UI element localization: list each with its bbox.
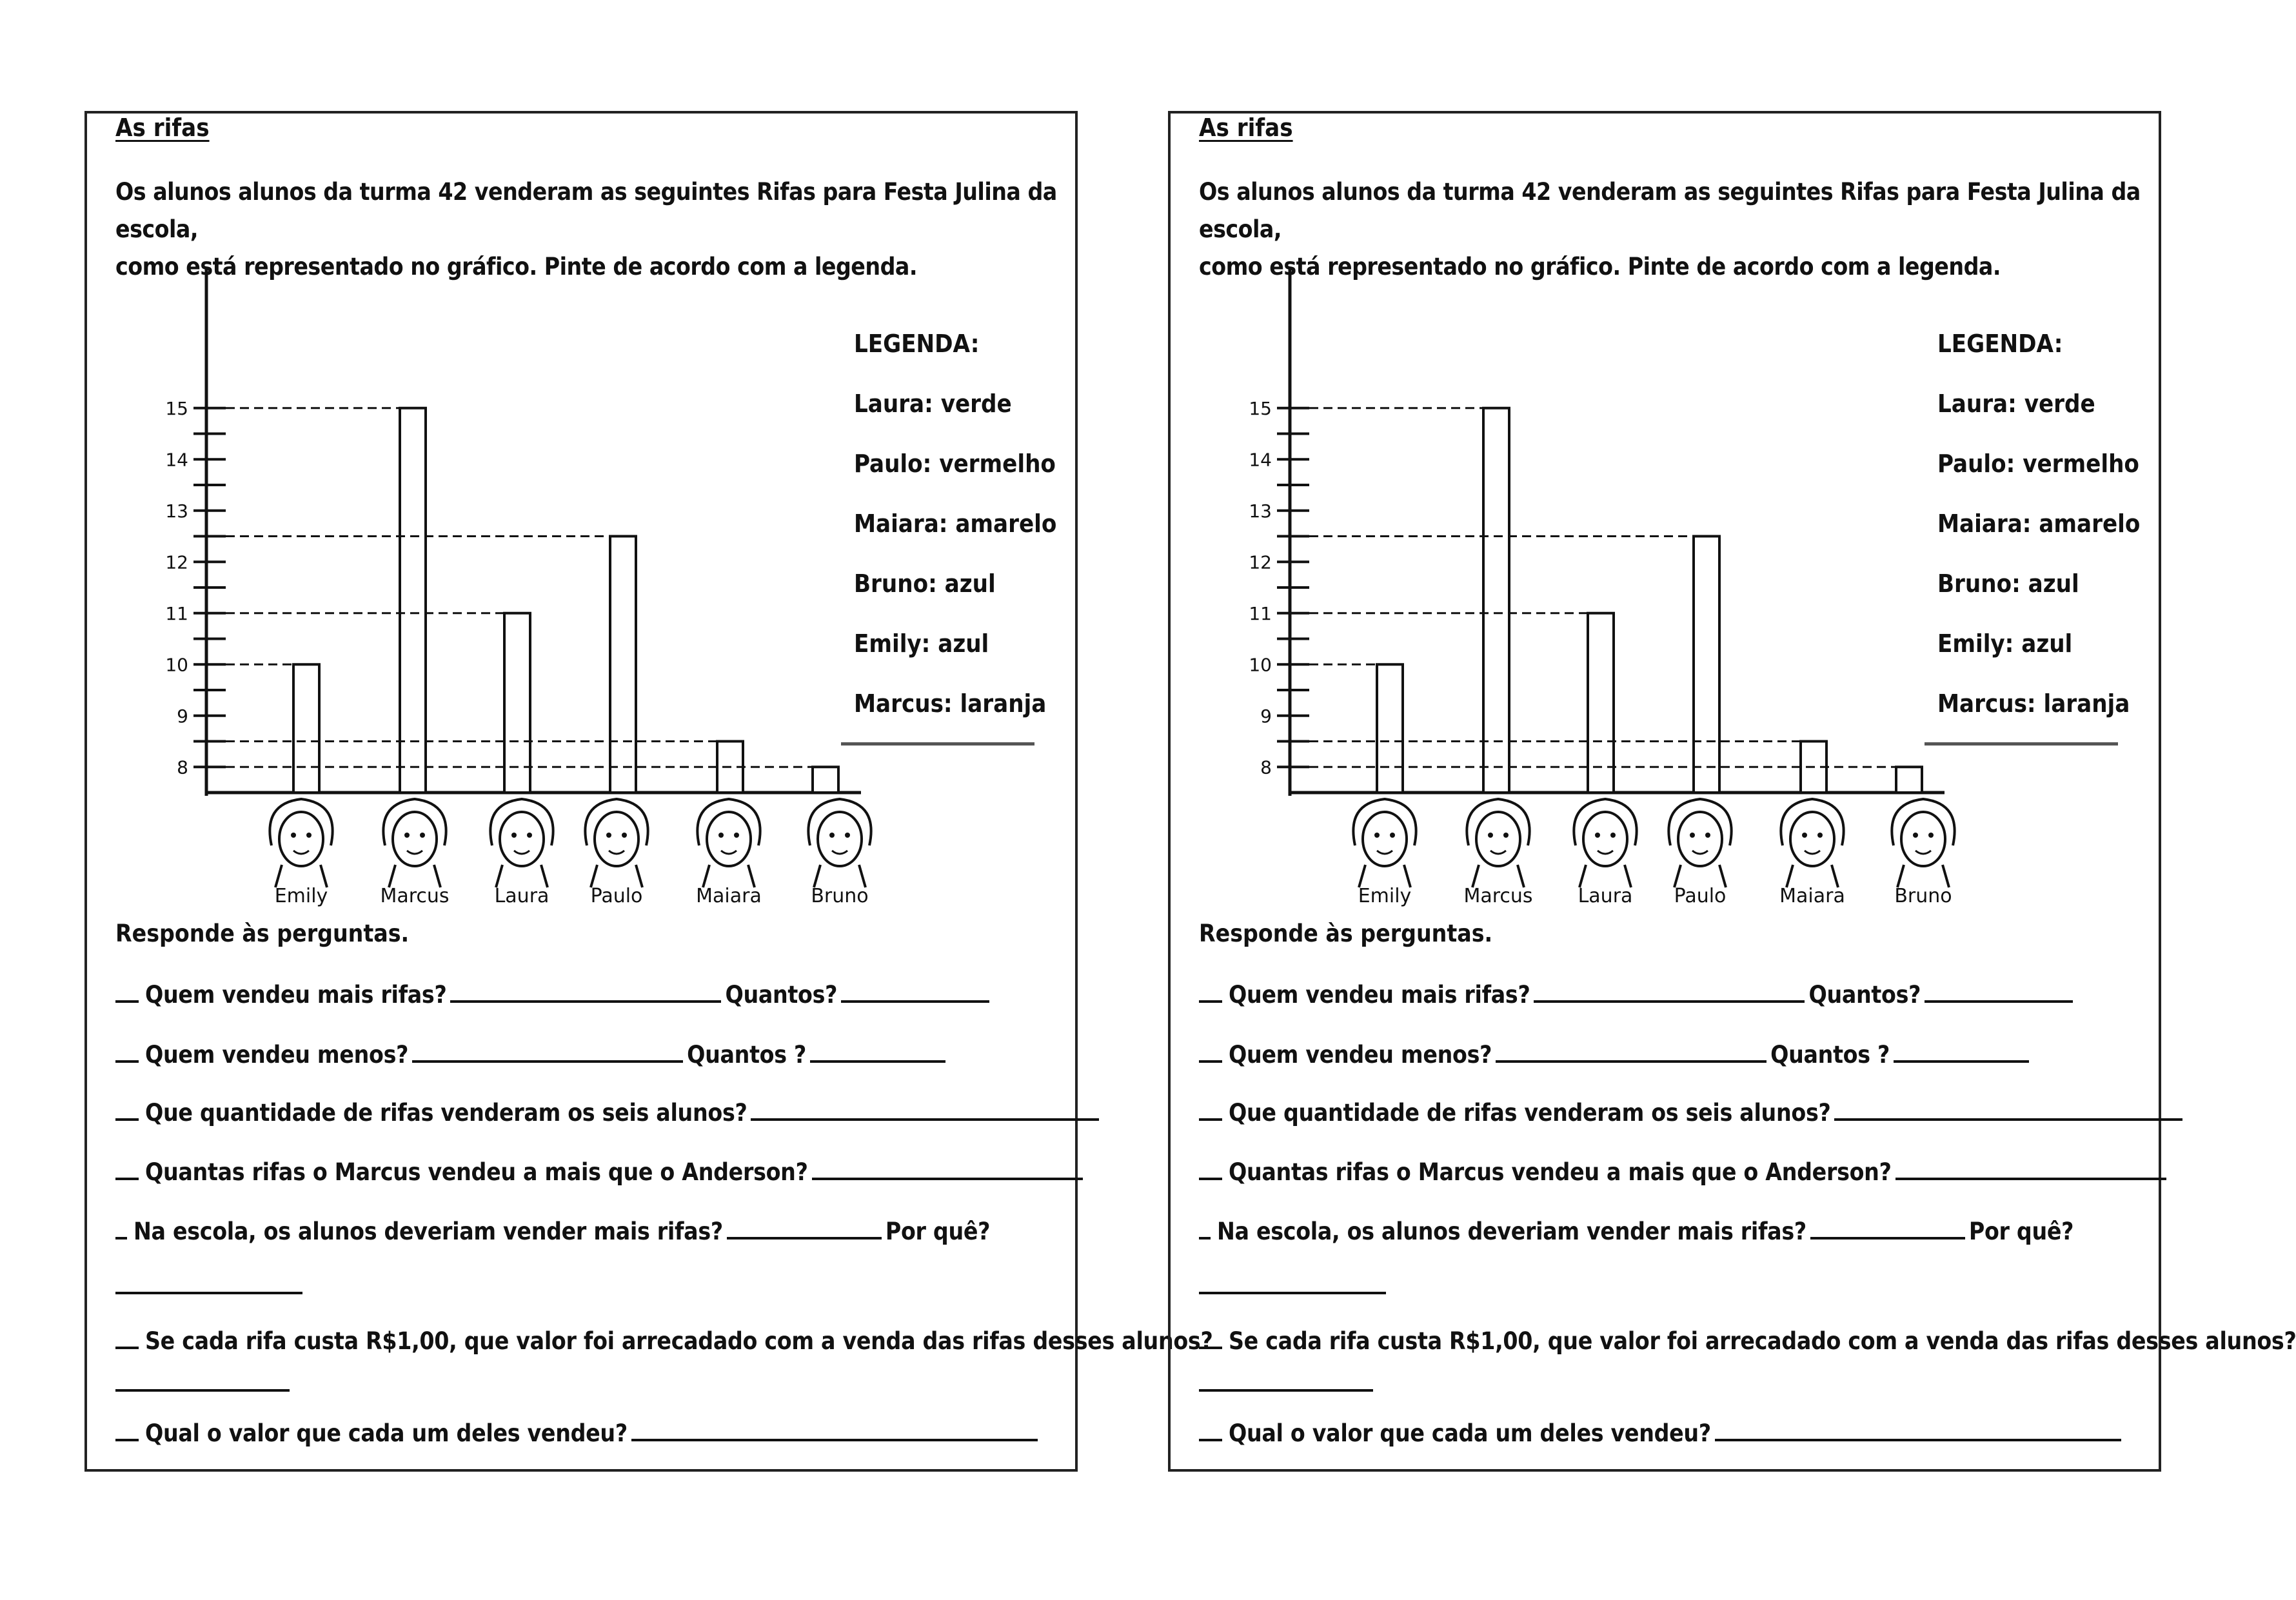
answer-line[interactable] (810, 1041, 945, 1063)
legend-title: LEGENDA: (854, 330, 980, 358)
answer-line[interactable] (812, 1158, 1083, 1180)
legend-item-emily: Emily: azul (1937, 629, 2073, 658)
legend (854, 330, 1056, 749)
bruno-face-icon (808, 799, 871, 887)
y-tick-label: 15 (1249, 397, 1272, 419)
y-tick-label: 9 (177, 705, 188, 727)
question-1-text: Quem vendeu mais rifas? (1229, 981, 1530, 1009)
question-6 (1199, 1327, 2296, 1355)
legend-item-marcus: Marcus: laranja (854, 689, 1047, 718)
bar-laura (1588, 613, 1614, 793)
question-3 (115, 1099, 1103, 1127)
answer-box[interactable] (1199, 1041, 1222, 1063)
legend-item-emily: Emily: azul (854, 629, 989, 658)
raffle-bar-chart (113, 259, 869, 907)
question-4-text: Quantas rifas o Marcus vendeu a mais que o Anderson? (1229, 1158, 1892, 1186)
bar-paulo (1694, 537, 1719, 793)
laura-face-icon (1574, 799, 1636, 887)
emily-face-icon (270, 799, 332, 887)
bar-emily (1377, 664, 1403, 793)
question-3-text: Que quantidade de rifas venderam os seis alunos? (145, 1099, 747, 1127)
answer-line[interactable] (1810, 1218, 1965, 1240)
y-tick-label: 14 (165, 449, 188, 471)
question-7-text: Qual o valor que cada um deles vendeu? (1229, 1419, 1711, 1447)
legend-divider (1925, 742, 2118, 746)
answer-box[interactable] (115, 1218, 127, 1240)
questions-heading: Responde às perguntas. (1199, 920, 1493, 947)
answer-line[interactable] (751, 1099, 1099, 1121)
answer-box[interactable] (115, 1327, 139, 1349)
maiara-face-icon (697, 799, 760, 887)
y-tick-label: 10 (165, 654, 188, 676)
x-label-bruno: Bruno (1894, 885, 1952, 907)
legend-item-bruno: Bruno: azul (1937, 569, 2079, 598)
answer-line[interactable] (1715, 1419, 2121, 1441)
question-5-why-text: Por quê? (1968, 1218, 2074, 1245)
y-tick-label: 11 (1249, 602, 1272, 624)
answer-line[interactable] (412, 1041, 683, 1063)
marcus-face-icon (383, 799, 446, 887)
question-4 (1199, 1158, 2170, 1186)
question-6 (115, 1327, 1212, 1355)
answer-line[interactable] (115, 1292, 302, 1294)
answer-line[interactable] (450, 981, 721, 1003)
x-label-emily: Emily (1358, 885, 1412, 907)
question-4-text: Quantas rifas o Marcus vendeu a mais que o Anderson? (145, 1158, 808, 1186)
legend-title: LEGENDA: (1937, 330, 2063, 358)
answer-box[interactable] (1199, 1099, 1222, 1121)
x-label-maiara: Maiara (1779, 885, 1845, 907)
answer-line[interactable] (115, 1389, 290, 1392)
question-5-text: Na escola, os alunos deveriam vender mais rifas? (1217, 1218, 1806, 1245)
maiara-face-icon (1781, 799, 1843, 887)
y-tick-label: 14 (1249, 449, 1272, 471)
answer-box[interactable] (1199, 1327, 1222, 1349)
legend-item-laura: Laura: verde (1937, 390, 2095, 418)
worksheet-title: As rifas (1199, 114, 1293, 142)
x-label-marcus: Marcus (1463, 885, 1533, 907)
answer-box[interactable] (115, 1041, 139, 1063)
question-2-text: Quem vendeu menos? (145, 1041, 409, 1069)
legend-item-maiara: Maiara: amarelo (854, 509, 1057, 538)
answer-line[interactable] (1199, 1389, 1373, 1392)
answer-box[interactable] (1199, 1419, 1222, 1441)
legend-item-marcus: Marcus: laranja (1937, 689, 2130, 718)
laura-face-icon (490, 799, 553, 887)
question-1-count-text: Quantos? (725, 981, 838, 1009)
y-tick-label: 13 (1249, 500, 1272, 522)
y-tick-label: 11 (165, 602, 188, 624)
marcus-face-icon (1467, 799, 1529, 887)
question-4 (115, 1158, 1087, 1186)
y-tick-label: 12 (1249, 551, 1272, 573)
questions-heading: Responde às perguntas. (115, 920, 410, 947)
answer-line[interactable] (1895, 1158, 2166, 1180)
bar-bruno (813, 767, 838, 793)
legend-divider (841, 742, 1034, 746)
question-5 (115, 1218, 990, 1245)
legend (1937, 330, 2140, 749)
answer-line[interactable] (1534, 981, 1805, 1003)
x-label-marcus: Marcus (380, 885, 450, 907)
question-5-why-text: Por quê? (885, 1218, 991, 1245)
bar-laura (504, 613, 530, 793)
question-6-text: Se cada rifa custa R$1,00, que valor foi arrecadado com a venda das rifas desses alunos? (1229, 1327, 2296, 1355)
question-7-text: Qual o valor que cada um deles vendeu? (145, 1419, 628, 1447)
answer-box[interactable] (1199, 981, 1222, 1003)
x-label-laura: Laura (1578, 885, 1633, 907)
question-1-text: Quem vendeu mais rifas? (145, 981, 447, 1009)
intro-line-2: como está representado no gráfico. Pinte de acordo com a legenda. (115, 253, 918, 281)
x-label-bruno: Bruno (811, 885, 869, 907)
answer-line[interactable] (1834, 1099, 2182, 1121)
emily-face-icon (1353, 799, 1416, 887)
question-7 (115, 1419, 1042, 1447)
answer-line[interactable] (727, 1218, 882, 1240)
bar-paulo (610, 537, 636, 793)
intro-line-1: Os alunos alunos da turma 42 venderam as seguintes Rifas para Festa Julina da escola, (1199, 178, 2141, 243)
x-label-paulo: Paulo (590, 885, 643, 907)
question-1 (115, 981, 993, 1009)
question-5 (1199, 1218, 2073, 1245)
answer-line[interactable] (1894, 1041, 2029, 1063)
legend-item-paulo: Paulo: vermelho (1937, 449, 2139, 478)
y-tick-label: 12 (165, 551, 188, 573)
y-tick-label: 9 (1260, 705, 1272, 727)
answer-line[interactable] (1925, 981, 2073, 1003)
answer-box[interactable] (115, 1419, 139, 1441)
y-tick-label: 10 (1249, 654, 1272, 676)
y-tick-label: 13 (165, 500, 188, 522)
legend-item-laura: Laura: verde (854, 390, 1012, 418)
answer-line[interactable] (1199, 1292, 1386, 1294)
legend-item-paulo: Paulo: vermelho (854, 449, 1056, 478)
question-6-text: Se cada rifa custa R$1,00, que valor foi arrecadado com a venda das rifas desses alunos? (145, 1327, 1213, 1355)
question-2 (1199, 1041, 2033, 1069)
question-7 (1199, 1419, 2125, 1447)
raffle-bar-chart (1196, 259, 1952, 907)
y-tick-label: 8 (177, 756, 188, 778)
x-label-maiara: Maiara (696, 885, 762, 907)
x-label-emily: Emily (274, 885, 328, 907)
question-3 (1199, 1099, 2186, 1127)
bar-emily (293, 664, 319, 793)
question-3-text: Que quantidade de rifas venderam os seis alunos? (1229, 1099, 1831, 1127)
question-1 (1199, 981, 2077, 1009)
paulo-face-icon (1668, 799, 1731, 887)
answer-box[interactable] (115, 1158, 139, 1180)
answer-box[interactable] (1199, 1158, 1222, 1180)
x-label-paulo: Paulo (1674, 885, 1727, 907)
answer-line[interactable] (1496, 1041, 1767, 1063)
worksheet-right (1168, 111, 2296, 1472)
worksheet-title: As rifas (115, 114, 210, 142)
question-2-text: Quem vendeu menos? (1229, 1041, 1492, 1069)
answer-line[interactable] (631, 1419, 1038, 1441)
intro-line-2: como está representado no gráfico. Pinte de acordo com a legenda. (1199, 253, 2001, 281)
answer-box[interactable] (115, 981, 139, 1003)
bar-marcus (400, 408, 426, 793)
y-tick-label: 15 (165, 397, 188, 419)
paulo-face-icon (585, 799, 648, 887)
y-tick-label: 8 (1260, 756, 1272, 778)
question-2-count-text: Quantos ? (687, 1041, 807, 1069)
answer-box[interactable] (1199, 1218, 1211, 1240)
question-2-count-text: Quantos ? (1770, 1041, 1890, 1069)
worksheet-left (84, 111, 1213, 1472)
bruno-face-icon (1892, 799, 1954, 887)
intro-line-1: Os alunos alunos da turma 42 venderam as seguintes Rifas para Festa Julina da escola, (115, 178, 1057, 243)
question-1-count-text: Quantos? (1808, 981, 1921, 1009)
answer-box[interactable] (115, 1099, 139, 1121)
x-label-laura: Laura (494, 885, 549, 907)
answer-line[interactable] (841, 981, 989, 1003)
legend-item-maiara: Maiara: amarelo (1937, 509, 2141, 538)
legend-item-bruno: Bruno: azul (854, 569, 996, 598)
question-2 (115, 1041, 949, 1069)
bar-marcus (1483, 408, 1509, 793)
bar-bruno (1896, 767, 1922, 793)
question-5-text: Na escola, os alunos deveriam vender mais rifas? (134, 1218, 723, 1245)
